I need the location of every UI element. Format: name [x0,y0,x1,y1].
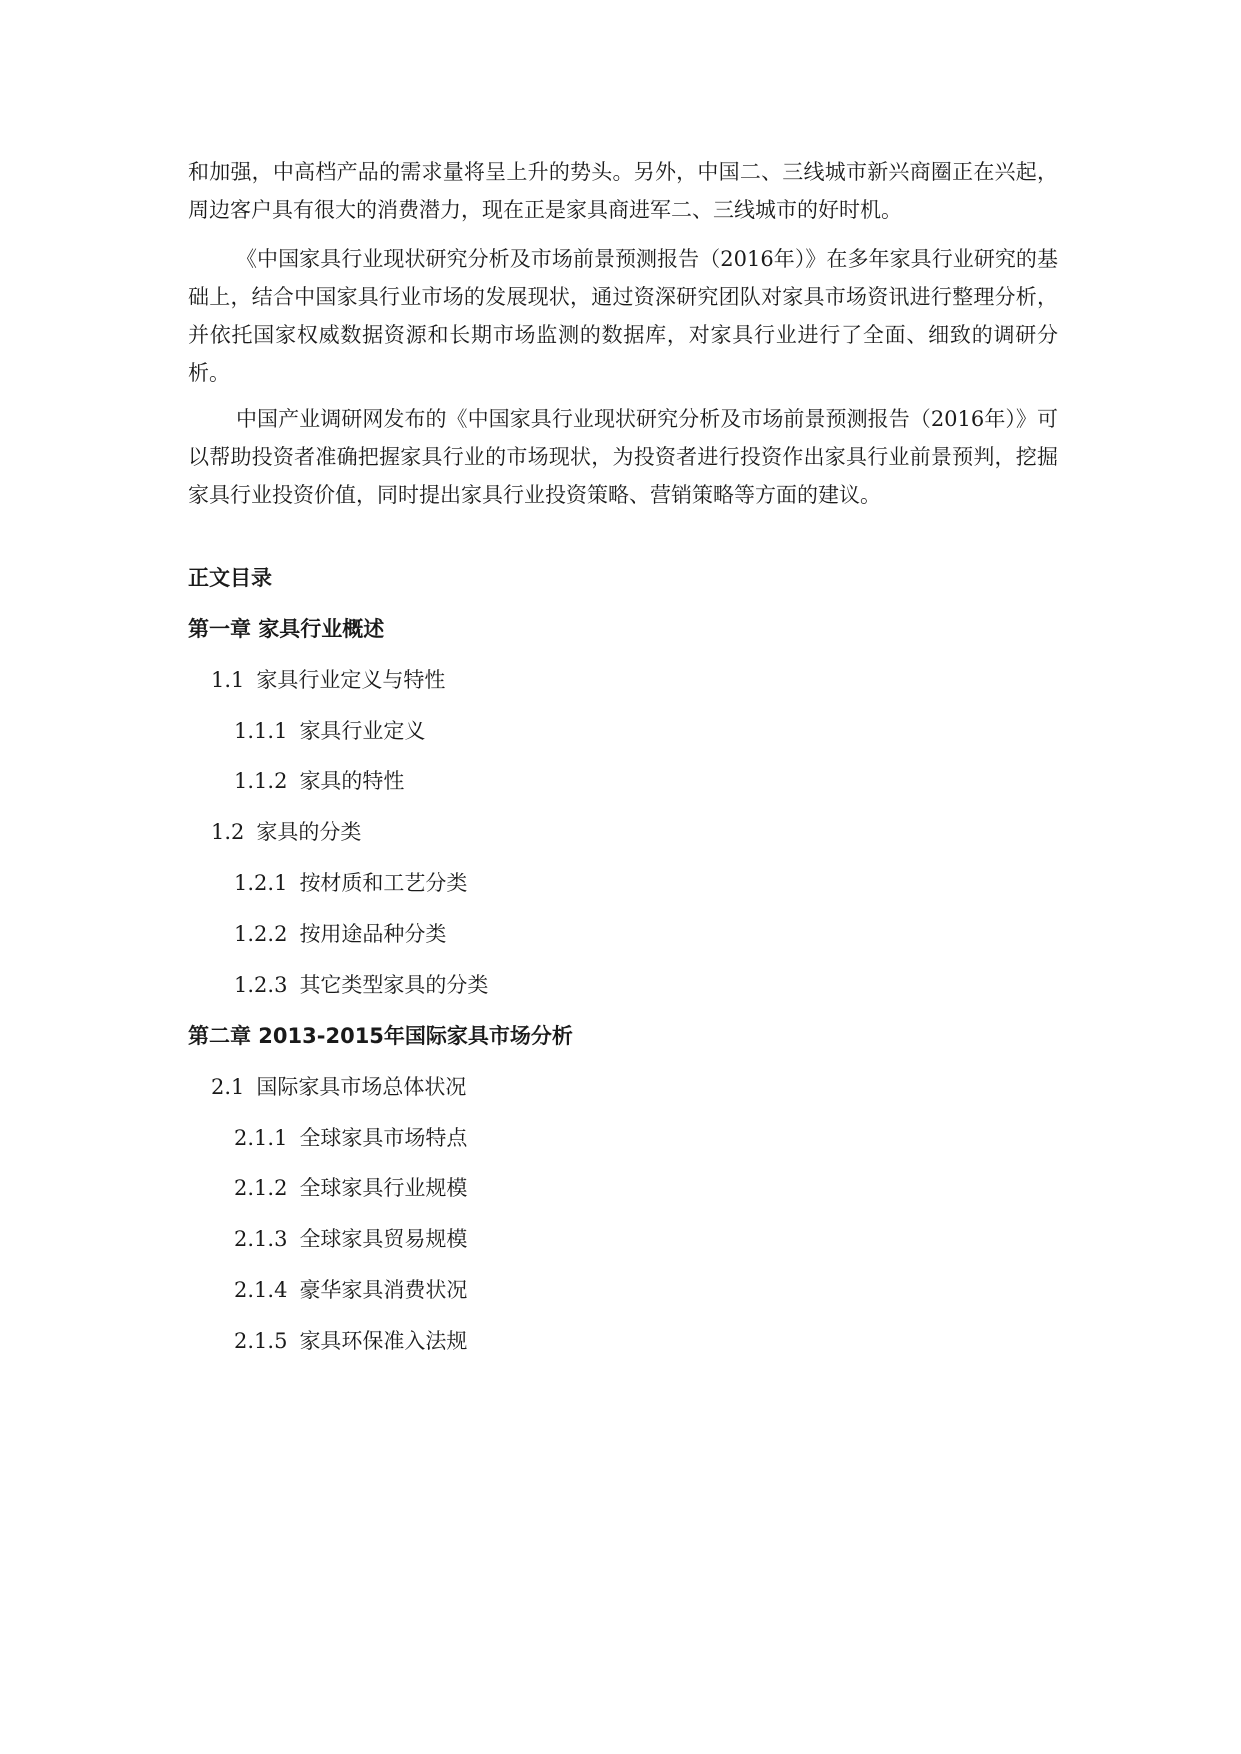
toc-section-number: 1.2 [211,820,245,844]
toc-subsection [234,868,467,898]
paragraph-report-basis: 《中国家具行业现状研究分析及市场前景预测报告（2016年）》在多年家具行业研究的基础上，结合中国家具行业市场的发展现状，通过资深研究团队对家具市场资讯进行整理分析，并依托国家权威数据资源和长期市场监测的数据库，对家具行业进行了全面、细致的调研分析。 [188,247,1058,385]
toc-subsection-number: 2.1.5 [234,1329,288,1353]
toc-section-number: 1.1 [211,668,245,692]
toc-section [211,1072,466,1102]
toc-section [211,665,445,695]
toc-subsection [234,919,446,949]
toc-subsection-number: 2.1.4 [234,1278,288,1302]
paragraph-report-value: 中国产业调研网发布的《中国家具行业现状研究分析及市场前景预测报告（2016年）》可以帮助投资者准确把握家具行业的市场现状，为投资者进行投资作出家具行业前景预判，挖掘家具行业投资价值，同时提出家具行业投资策略、营销策略等方面的建议。 [188,407,1058,507]
toc-title: 正文目录 [188,566,272,590]
toc-chapter-title: 第一章 家具行业概述 [188,617,385,641]
toc-chapter-title: 第二章 2013-2015年国际家具市场分析 [188,1024,573,1048]
toc-subsection-number: 1.1.2 [234,769,288,793]
toc-subsection [234,1326,467,1356]
toc-subsection-label: 其它类型家具的分类 [299,973,489,997]
toc-subsection-number: 1.2.2 [234,922,288,946]
toc-subsection-label: 家具行业定义 [299,719,426,743]
paragraph-intro: 和加强，中高档产品的需求量将呈上升的势头。另外，中国二、三线城市新兴商圈正在兴起，周边客户具有很大的消费潜力，现在正是家具商进军二、三线城市的好时机。 [188,160,1058,222]
toc-section-number: 2.1 [211,1075,245,1099]
toc-subsection [234,716,425,746]
toc-subsection-number: 2.1.3 [234,1227,288,1251]
toc-section [211,817,361,847]
toc-subsection-number: 2.1.1 [234,1126,288,1150]
toc-subsection-label: 家具的特性 [299,769,405,793]
toc-subsection-label: 家具环保准入法规 [299,1329,468,1353]
toc-subsection-number: 1.2.3 [234,973,288,997]
toc-subsection [234,1123,467,1153]
toc-subsection [234,766,404,796]
toc-section-label: 家具的分类 [256,820,362,844]
toc-subsection-label: 全球家具贸易规模 [299,1227,468,1251]
toc-subsection-label: 全球家具行业规模 [299,1176,468,1200]
toc-subsection-label: 按用途品种分类 [299,922,447,946]
toc-subsection-number: 1.1.1 [234,719,288,743]
toc-subsection-label: 全球家具市场特点 [299,1126,468,1150]
toc-subsection-number: 2.1.2 [234,1176,288,1200]
toc-section-label: 家具行业定义与特性 [256,668,446,692]
toc-subsection-label: 豪华家具消费状况 [299,1278,468,1302]
toc-subsection [234,1224,467,1254]
toc-section-label: 国际家具市场总体状况 [256,1075,467,1099]
toc-subsection [234,1173,467,1203]
toc-subsection [234,1275,467,1305]
toc-subsection [234,970,488,1000]
toc-subsection-label: 按材质和工艺分类 [299,871,468,895]
toc-subsection-number: 1.2.1 [234,871,288,895]
